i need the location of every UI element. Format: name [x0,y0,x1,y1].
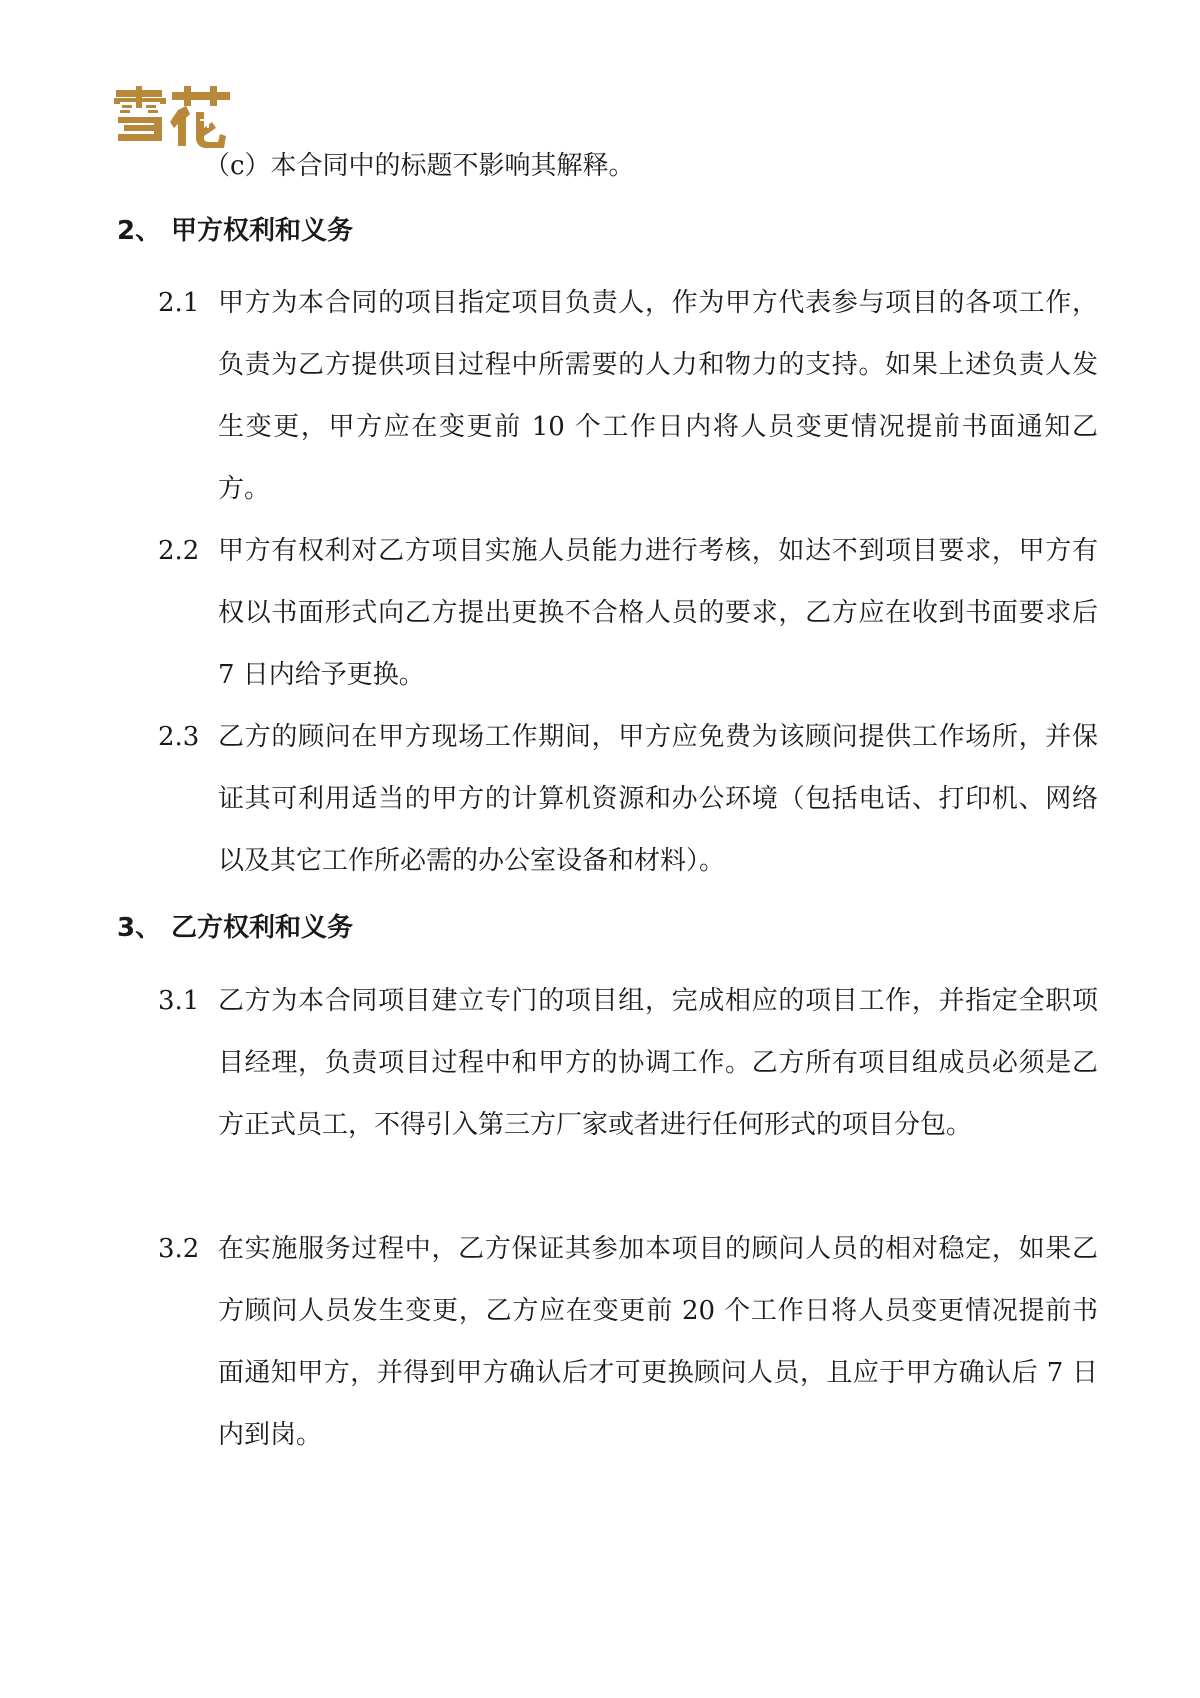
clause-2-1 [158,272,1098,520]
clause-2-3 [158,706,1098,892]
snow-logo-icon [112,86,236,148]
clause-3-2 [158,1218,1098,1466]
intro-clause-c: （c）本合同中的标题不影响其解释。 [204,151,635,181]
section-title: 乙方权利和义务 [171,913,354,943]
clause-text: 在实施服务过程中，乙方保证其参加本项目的顾问人员的相对稳定，如果乙方顾问人员发生变更，乙方应在变更前 20 个工作日将人员变更情况提前书面通知甲方，并得到甲方确认后才可更换顾问人员，且应于甲方确认后 7 日内到岗。 [218,1234,1098,1450]
clause-text: 乙方为本合同项目建立专门的项目组，完成相应的项目工作，并指定全职项目经理，负责项目过程中和甲方的协调工作。乙方所有项目组成员必须是乙方正式员工，不得引入第三方厂家或者进行任何形式的项目分包。 [218,986,1098,1140]
clause-number: 3.1 [158,986,200,1016]
clause-text: 乙方的顾问在甲方现场工作期间，甲方应免费为该顾问提供工作场所，并保证其可利用适当的甲方的计算机资源和办公环境（包括电话、打印机、网络以及其它工作所必需的办公室设备和材料）。 [218,722,1098,876]
section-heading-3 [117,910,353,946]
section-title: 甲方权利和义务 [171,216,354,246]
section-heading-2 [117,213,353,249]
clause-3-1 [158,970,1098,1156]
clause-number: 3.2 [158,1234,200,1264]
clause-text: 甲方有权利对乙方项目实施人员能力进行考核，如达不到项目要求，甲方有权以书面形式向乙方提出更换不合格人员的要求，乙方应在收到书面要求后 7 日内给予更换。 [218,536,1098,690]
snow-brand-logo [112,86,236,148]
clause-2-2 [158,520,1098,706]
section-number: 3、 [117,913,162,943]
clause-text: 甲方为本合同的项目指定项目负责人，作为甲方代表参与项目的各项工作，负责为乙方提供项目过程中所需要的人力和物力的支持。如果上述负责人发生变更，甲方应在变更前 10 个工作日内将人员变更情况提前书面通知乙方。 [218,288,1098,504]
clause-number: 2.3 [158,722,200,752]
section-number: 2、 [117,216,162,246]
clause-number: 2.2 [158,536,200,566]
clause-number: 2.1 [158,288,200,318]
